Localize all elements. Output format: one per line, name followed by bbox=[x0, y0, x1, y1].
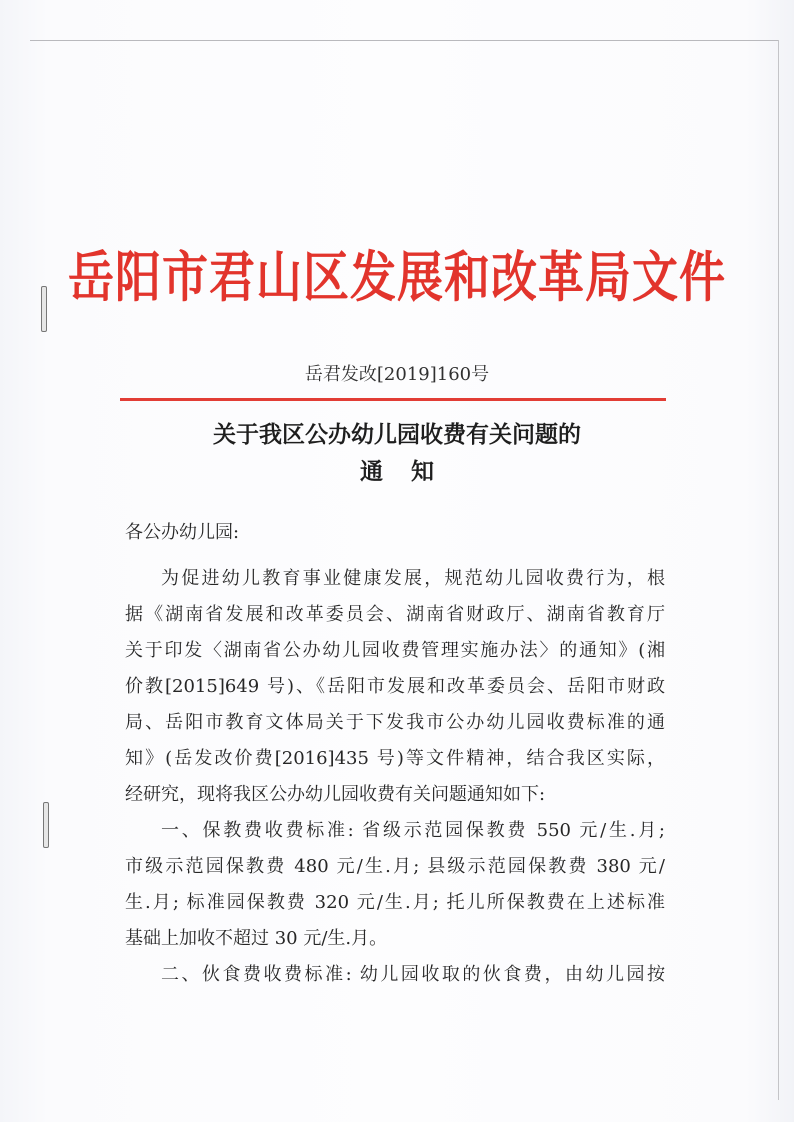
paper-edge-top bbox=[30, 40, 778, 41]
body-line: 据《湖南省发展和改革委员会、湖南省财政厅、湖南省教育厅 bbox=[125, 604, 665, 625]
paper-edge-right bbox=[778, 40, 779, 1100]
body-line: 价教[2015]649 号)、《岳阳市发展和改革委员会、岳阳市财政 bbox=[125, 676, 665, 697]
body-line: 生.月; 标准园保教费 320 元/生.月; 托儿所保教费在上述标准 bbox=[125, 892, 665, 913]
body-line: 二、伙食费收费标准: 幼儿园收取的伙食费，由幼儿园按 bbox=[161, 964, 665, 985]
red-divider bbox=[120, 398, 666, 401]
body-line: 基础上加收不超过 30 元/生.月。 bbox=[125, 928, 388, 949]
body-line: 一、保教费收费标准: 省级示范园保教费 550 元/生.月; bbox=[161, 820, 665, 841]
issuer-header: 岳阳市君山区发展和改革局文件 bbox=[68, 245, 726, 310]
body-line: 为促进幼儿教育事业健康发展，规范幼儿园收费行为，根 bbox=[161, 568, 665, 589]
notice-title-line-2: 通知 bbox=[360, 459, 462, 485]
body-line: 知》(岳发改价费[2016]435 号)等文件精神，结合我区实际， bbox=[125, 748, 665, 769]
body-line: 局、岳阳市教育文体局关于下发我市公办幼儿园收费标准的通 bbox=[125, 712, 665, 733]
salutation: 各公办幼儿园: bbox=[125, 522, 240, 543]
body-line: 关于印发〈湖南省公办幼儿园收费管理实施办法〉的通知》(湘 bbox=[125, 640, 665, 661]
body-line: 经研究，现将我区公办幼儿园收费有关问题通知如下: bbox=[125, 784, 546, 805]
notice-title-line-1: 关于我区公办幼儿园收费有关问题的 bbox=[213, 422, 581, 448]
staple-icon bbox=[43, 802, 49, 848]
body-line: 市级示范园保教费 480 元/生.月; 县级示范园保教费 380 元/ bbox=[125, 856, 665, 877]
document-number: 岳君发改[2019]160号 bbox=[304, 364, 490, 385]
